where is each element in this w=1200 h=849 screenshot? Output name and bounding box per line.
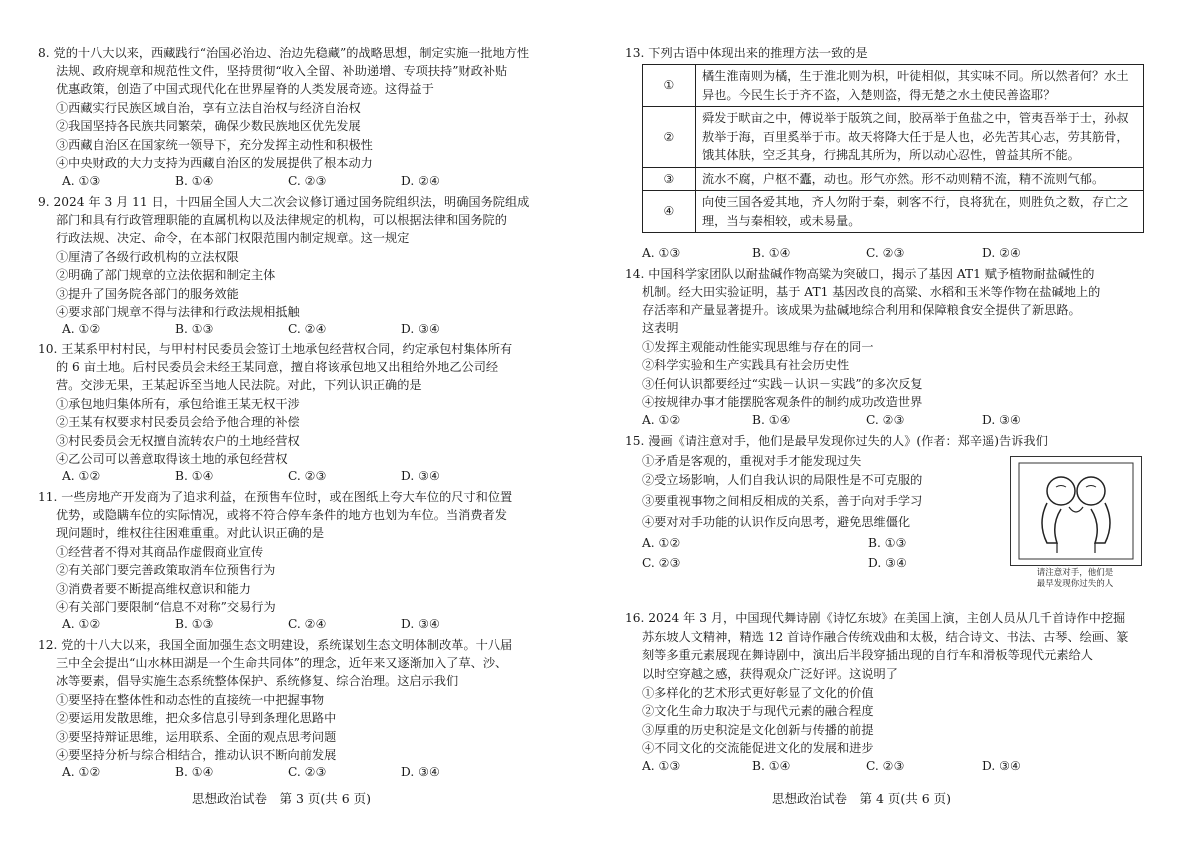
cartoon-caption bbox=[1010, 568, 1140, 590]
cartoon-drawing bbox=[1011, 457, 1141, 565]
table-row bbox=[643, 65, 1144, 107]
row-number: ① bbox=[643, 65, 696, 107]
q9-choice-b: B. ①③ bbox=[175, 322, 214, 336]
q14-choice-b: B. ①④ bbox=[752, 413, 791, 427]
quote-text: 橘生淮南则为橘，生于淮北则为枳，叶徒相似，其实味不同。所以然者何？水土异也。今民生长于齐不盗，入楚则盗，得无楚之水土使民善盗耶？ bbox=[696, 65, 1144, 107]
q11-choice-c: C. ②④ bbox=[288, 617, 327, 631]
q16-option-item: ①多样化的艺术形式更好彰显了文化的价值 bbox=[642, 686, 874, 700]
q11-stem-line: 优势，或隐瞒车位的实际情况，或将不符合停车条件的地方也划为车位。当消费者发 bbox=[56, 508, 507, 522]
caption-line: 请注意对手，他们是 bbox=[1036, 568, 1114, 578]
q8-choice-b: B. ①④ bbox=[175, 174, 214, 188]
table-row bbox=[643, 107, 1144, 168]
row-number: ④ bbox=[643, 191, 696, 233]
q15-option-item: ③要重视事物之间相反相成的关系，善于向对手学习 bbox=[642, 494, 923, 508]
q10-choice-c: C. ②③ bbox=[288, 469, 327, 483]
page-footer: 思想政治试卷 第 3 页(共 6 页) bbox=[192, 791, 372, 806]
q8-option-item: ④中央财政的大力支持为西藏自治区的发展提供了根本动力 bbox=[56, 156, 373, 170]
row-number: ③ bbox=[643, 167, 696, 191]
q14-choice-a: A. ①② bbox=[642, 413, 681, 427]
q10-stem-line: 10. 王某系甲村村民，与甲村村民委员会签订土地承包经营权合同，约定承包村集体所有 bbox=[38, 342, 513, 356]
q14-option-item: ①发挥主观能动性能实现思维与存在的同一 bbox=[642, 340, 874, 354]
q11-option-item: ④有关部门要限制“信息不对称”交易行为 bbox=[56, 600, 276, 614]
q9-stem-line: 行政法规、决定、命令，在本部门权限范围内制定规章。这一规定 bbox=[56, 231, 410, 245]
q10-choice-a: A. ①② bbox=[62, 469, 101, 483]
q10-stem-line: 的 6 亩土地。后村民委员会未经王某同意，擅自将该承包地又出租给外地乙公司经 bbox=[56, 360, 499, 374]
q9-option-item: ②明确了部门规章的立法依据和制定主体 bbox=[56, 268, 276, 282]
cartoon-image bbox=[1010, 456, 1142, 566]
q12-choice-a: A. ①② bbox=[62, 765, 101, 779]
q12-stem-line: 冰等要素，倡导实施生态系统整体保护、系统修复、综合治理。这启示我们 bbox=[56, 674, 459, 688]
q8-choice-d: D. ②④ bbox=[401, 174, 440, 188]
q12-option-item: ④要坚持分析与综合相结合，推动认识不断向前发展 bbox=[56, 748, 337, 762]
page-footer: 思想政治试卷 第 4 页(共 6 页) bbox=[772, 791, 952, 806]
q9-stem-line: 部门和具有行政管理职能的直属机构以及法律规定的机构，可以根据法律和国务院的 bbox=[56, 213, 507, 227]
q11-choice-b: B. ①③ bbox=[175, 617, 214, 631]
q8-choice-a: A. ①③ bbox=[62, 174, 101, 188]
q15-stem: 15. 漫画《请注意对手，他们是最早发现你过失的人》(作者：郑辛遥)告诉我们 bbox=[625, 434, 1048, 448]
q9-option-item: ③提升了国务院各部门的服务效能 bbox=[56, 287, 239, 301]
q8-choice-c: C. ②③ bbox=[288, 174, 327, 188]
q16-choice-d: D. ③④ bbox=[982, 759, 1021, 773]
q11-choice-d: D. ③④ bbox=[401, 617, 440, 631]
q15-choice-d: D. ③④ bbox=[868, 556, 907, 570]
q14-choice-c: C. ②③ bbox=[866, 413, 905, 427]
q16-choice-b: B. ①④ bbox=[752, 759, 791, 773]
q11-option-item: ①经营者不得对其商品作虚假商业宣传 bbox=[56, 545, 264, 559]
q14-stem-line: 机制。经大田实验证明，基于 AT1 基因改良的高粱、水稻和玉米等作物在盐碱地上的 bbox=[642, 285, 1101, 299]
q13-quote-table bbox=[642, 64, 1144, 233]
q13-choice-d: D. ②④ bbox=[982, 246, 1021, 260]
q16-option-item: ③厚重的历史积淀是文化创新与传播的前提 bbox=[642, 723, 874, 737]
q11-stem-line: 现问题时，维权往往困难重重。对此认识正确的是 bbox=[56, 526, 325, 540]
q13-choice-b: B. ①④ bbox=[752, 246, 791, 260]
q12-option-item: ②要运用发散思维，把众多信息引导到条理化思路中 bbox=[56, 711, 337, 725]
q15-choice-a: A. ①② bbox=[642, 536, 681, 550]
q16-choice-a: A. ①③ bbox=[642, 759, 681, 773]
q11-option-item: ②有关部门要完善政策取消车位预售行为 bbox=[56, 563, 276, 577]
q13-stem: 13. 下列古语中体现出来的推理方法一致的是 bbox=[625, 46, 868, 60]
q10-option-item: ④乙公司可以善意取得该土地的承包经营权 bbox=[56, 452, 288, 466]
q16-option-item: ④不同文化的交流能促进文化的发展和进步 bbox=[642, 741, 874, 755]
q9-option-item: ①厘清了各级行政机构的立法权限 bbox=[56, 250, 239, 264]
q14-stem-line: 这表明 bbox=[642, 321, 679, 335]
quote-text: 向使三国各爱其地，齐人勿附于秦，刺客不行，良将犹在，则胜负之数，存亡之理，当与秦相较，或未易量。 bbox=[696, 191, 1144, 233]
q12-stem-line: 三中全会提出“山水林田湖是一个生命共同体”的理念，近年来又逐渐加入了草、沙、 bbox=[56, 656, 508, 670]
q14-choice-d: D. ③④ bbox=[982, 413, 1021, 427]
q12-choice-c: C. ②③ bbox=[288, 765, 327, 779]
q16-stem-line: 苏东坡人文精神，精选 12 首诗作融合传统戏曲和太极，结合诗文、书法、古琴、绘画、篆 bbox=[642, 630, 1129, 644]
q11-option-item: ③消费者要不断提高维权意识和能力 bbox=[56, 582, 251, 596]
q8-stem-line: 8. 党的十八大以来，西藏践行“治国必治边、治边先稳藏”的战略思想，制定实施一批地方性 bbox=[38, 46, 530, 60]
q12-choice-d: D. ③④ bbox=[401, 765, 440, 779]
q16-choice-c: C. ②③ bbox=[866, 759, 905, 773]
q16-stem-line: 刻等多重元素展现在舞诗剧中，演出后半段穿插出现的自行车和滑板等现代元素给人 bbox=[642, 648, 1093, 662]
q9-option-item: ④要求部门规章不得与法律和行政法规相抵触 bbox=[56, 305, 300, 319]
q15-option-item: ④要对对手功能的认识作反向思考，避免思维僵化 bbox=[642, 515, 911, 529]
q14-option-item: ②科学实验和生产实践具有社会历史性 bbox=[642, 358, 850, 372]
q12-option-item: ③要坚持辩证思维，运用联系、全面的观点思考问题 bbox=[56, 730, 337, 744]
q15-option-item: ①矛盾是客观的，重视对手才能发现过失 bbox=[642, 454, 862, 468]
q9-choice-a: A. ①② bbox=[62, 322, 101, 336]
quote-text: 舜发于畎亩之中，傅说举于版筑之间，胶鬲举于鱼盐之中，管夷吾举于士，孙叔敖举于海，百里奚举于市。故天将降大任于是人也，必先苦其心志，劳其筋骨，饿其体肤，空乏其身，行拂乱其所为，所以动心忍性，曾益其所不能。 bbox=[696, 107, 1144, 168]
q14-stem-line: 存活率和产量显著提升。该成果为盐碱地综合利用和保障粮食安全提供了新思路。 bbox=[642, 303, 1081, 317]
q8-option-item: ①西藏实行民族区域自治，享有立法自治权与经济自治权 bbox=[56, 101, 361, 115]
q10-option-item: ①承包地归集体所有，承包给谁王某无权干涉 bbox=[56, 397, 300, 411]
q8-stem-line: 法规、政府规章和规范性文件，坚持贯彻“收入全留、补助递增、专项扶持”财政补贴 bbox=[56, 64, 508, 78]
q14-option-item: ④按规律办事才能摆脱客观条件的制约成功改造世界 bbox=[642, 395, 923, 409]
q10-choice-b: B. ①④ bbox=[175, 469, 214, 483]
caption-line: 最早发现你过失的人 bbox=[1036, 579, 1114, 589]
quote-text: 流水不腐，户枢不蠹，动也。形气亦然。形不动则精不流，精不流则气郁。 bbox=[696, 167, 1144, 191]
q12-option-item: ①要坚持在整体性和动态性的直接统一中把握事物 bbox=[56, 693, 325, 707]
q8-stem-line: 优惠政策，创造了中国式现代化在世界屋脊的人类发展奇迹。这得益于 bbox=[56, 82, 434, 96]
q8-option-item: ③西藏自治区在国家统一领导下，充分发挥主动性和积极性 bbox=[56, 138, 373, 152]
q10-choice-d: D. ③④ bbox=[401, 469, 440, 483]
q11-stem-line: 11. 一些房地产开发商为了追求利益，在预售车位时，或在图纸上夸大车位的尺寸和位置 bbox=[38, 490, 513, 504]
q16-stem-line: 16. 2024 年 3 月，中国现代舞诗剧《诗忆东坡》在美国上演，主创人员从几千首诗作中挖掘 bbox=[625, 611, 1126, 625]
q14-option-item: ③任何认识都要经过“实践－认识－实践”的多次反复 bbox=[642, 377, 923, 391]
q10-option-item: ②王某有权要求村民委员会给予他合理的补偿 bbox=[56, 415, 300, 429]
table-row bbox=[643, 191, 1144, 233]
q9-choice-c: C. ②④ bbox=[288, 322, 327, 336]
table-row bbox=[643, 167, 1144, 191]
q13-choice-c: C. ②③ bbox=[866, 246, 905, 260]
q14-stem-line: 14. 中国科学家团队以耐盐碱作物高粱为突破口，揭示了基因 AT1 赋予植物耐盐碱性的 bbox=[625, 267, 1095, 281]
q15-option-item: ②受立场影响，人们自我认识的局限性是不可克服的 bbox=[642, 473, 923, 487]
q16-option-item: ②文化生命力取决于与现代元素的融合程度 bbox=[642, 704, 874, 718]
q16-stem-line: 以时空穿越之感，获得观众广泛好评。这说明了 bbox=[642, 667, 898, 681]
q8-option-item: ②我国坚持各民族共同繁荣，确保少数民族地区优先发展 bbox=[56, 119, 361, 133]
q10-stem-line: 营。交涉无果，王某起诉至当地人民法院。对此，下列认识正确的是 bbox=[56, 378, 422, 392]
q10-option-item: ③村民委员会无权擅自流转农户的土地经营权 bbox=[56, 434, 300, 448]
q9-stem-line: 9. 2024 年 3 月 11 日，十四届全国人大二次会议修订通过国务院组织法，明确国务院组成 bbox=[38, 195, 530, 209]
row-number: ② bbox=[643, 107, 696, 168]
q12-stem-line: 12. 党的十八大以来，我国全面加强生态文明建设，系统谋划生态文明体制改革。十八届 bbox=[38, 638, 513, 652]
q9-choice-d: D. ③④ bbox=[401, 322, 440, 336]
q12-choice-b: B. ①④ bbox=[175, 765, 214, 779]
q15-choice-c: C. ②③ bbox=[642, 556, 681, 570]
q11-choice-a: A. ①② bbox=[62, 617, 101, 631]
q13-choice-a: A. ①③ bbox=[642, 246, 681, 260]
q15-choice-b: B. ①③ bbox=[868, 536, 907, 550]
